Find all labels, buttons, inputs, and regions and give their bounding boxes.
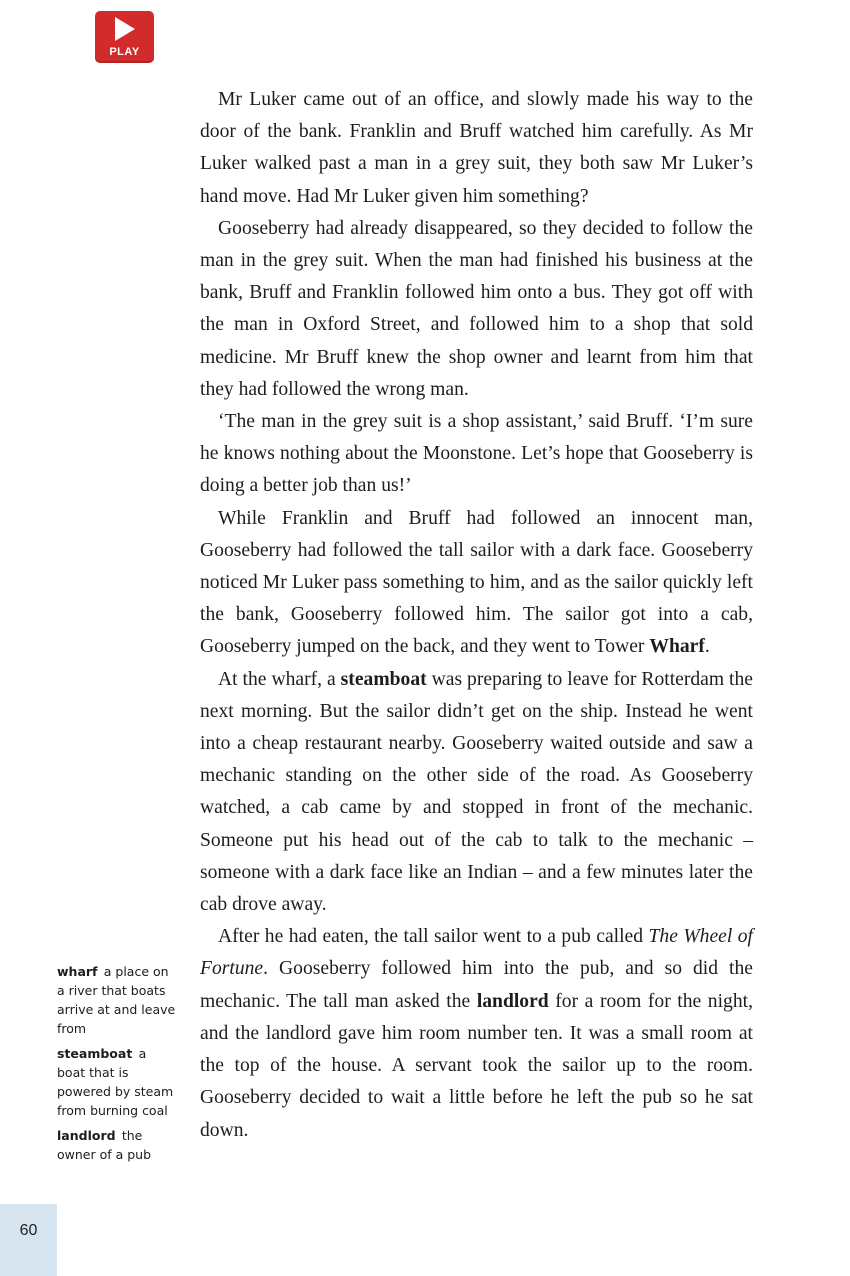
story-paragraph (200, 664, 753, 922)
story-text (200, 84, 753, 1147)
glossary-term-highlight: landlord (476, 990, 549, 1012)
glossary-definition: a place on a river that boats arrive at and leave from (57, 964, 176, 1036)
play-icon (115, 17, 135, 41)
glossary-entry (57, 962, 177, 1038)
page-number: 60 (19, 1222, 38, 1239)
paragraph-text: was preparing to leave for Rotterdam the next morning. But the sailor didn’t get on the ship. Instead he went into a cheap restaurant nearby. Gooseberry waited outside and saw a mechanic standing on the other side of the road. As Gooseberry watched, a cab came by and stopped in front of the mechanic. Someone put his head out of the cab to talk to the mechanic – someone with a dark face like an Indian – and a few minutes later the cab drove away. (200, 668, 753, 916)
glossary-term: wharf (57, 964, 98, 979)
glossary-term: steamboat (57, 1046, 133, 1061)
page-number-tab (0, 1204, 57, 1276)
story-paragraph (200, 84, 753, 213)
glossary-definition: the owner of a pub (57, 1128, 152, 1162)
glossary-entry (57, 1126, 177, 1164)
glossary-term: landlord (57, 1128, 116, 1143)
paragraph-text: At the wharf, a (218, 668, 341, 690)
story-paragraph (200, 503, 753, 664)
paragraph-text: Gooseberry had already disappeared, so they decided to follow the man in the grey suit. When the man had finished his business at the bank, Bruff and Franklin followed him onto a bus. They got off with the man in Oxford Street, and followed him to a shop that sold medicine. Mr Bruff knew the shop owner and learnt from him that they had followed the wrong man. (200, 217, 753, 400)
play-button[interactable] (95, 11, 154, 63)
paragraph-text: . Gooseberry followed him into the pub, and so did the mechanic. The tall man asked the (200, 958, 753, 1012)
story-paragraph (200, 921, 753, 1146)
glossary (57, 962, 177, 1170)
paragraph-text: While Franklin and Bruff had followed an innocent man, Gooseberry had followed the tall sailor with a dark face. Gooseberry noticed Mr Luker pass something to him, and as the sailor quickly left the bank, Gooseberry followed him. The sailor got into a cab, Gooseberry jumped on the back, and they went to Tower (200, 507, 753, 658)
paragraph-text: for a room for the night, and the landlord gave him room number ten. It was a small room at the top of the house. A servant took the sailor up to the room. Gooseberry decided to wait a little before he left the pub so he sat down. (200, 990, 753, 1141)
glossary-entry (57, 1044, 177, 1120)
story-paragraph (200, 213, 753, 406)
glossary-definition: a boat that is powered by steam from burning coal (57, 1046, 174, 1118)
paragraph-text: ‘The man in the grey suit is a shop assistant,’ said Bruff. ‘I’m sure he knows nothing about the Moonstone. Let’s hope that Gooseberry is doing a better job than us!’ (200, 411, 753, 497)
paragraph-text: After he had eaten, the tall sailor went to a pub called (218, 926, 649, 948)
glossary-term-highlight: Wharf (649, 636, 705, 658)
glossary-term-highlight: steamboat (340, 668, 427, 690)
paragraph-text: . (704, 636, 710, 658)
italic-text: The Wheel of Fortune (200, 926, 753, 980)
play-label: PLAY (109, 46, 140, 58)
paragraph-text: Mr Luker came out of an office, and slowly made his way to the door of the bank. Franklin and Bruff watched him carefully. As Mr Luker walked past a man in a grey suit, they both saw Mr Luker’s hand move. Had Mr Luker given him something? (200, 89, 753, 207)
story-paragraph (200, 406, 753, 503)
